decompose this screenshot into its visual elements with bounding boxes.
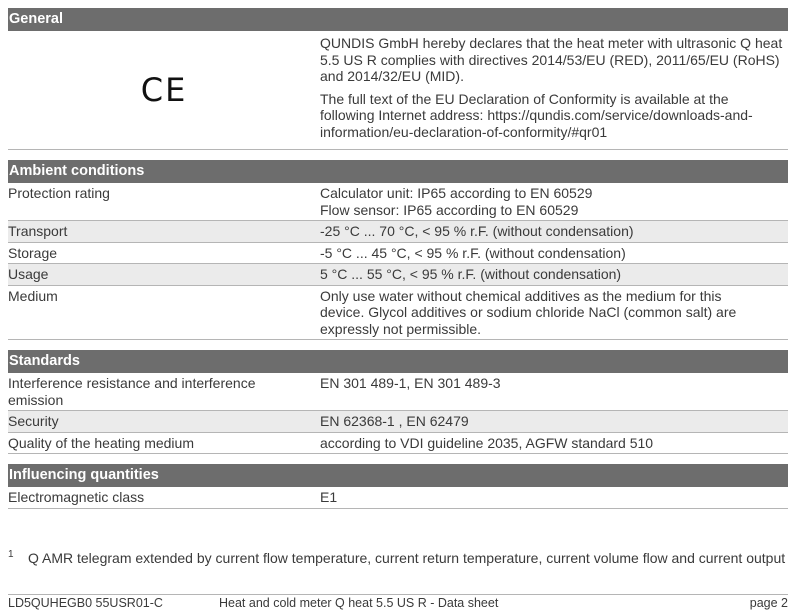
row-label: Security bbox=[8, 413, 59, 429]
row-label: Usage bbox=[8, 266, 49, 282]
row-value: -25 °C ... 70 °C, < 95 % r.F. (without condensation) bbox=[320, 223, 634, 239]
data-sheet bbox=[8, 8, 788, 509]
ce-row bbox=[8, 31, 788, 150]
row-value: Only use water without chemical additives as the medium for this device. Glycol additives or sodium chloride NaCl (common salt) are expressly not permissible. bbox=[320, 287, 737, 337]
footer-doc-code: LD5QUHEGB0 55USR01-C bbox=[8, 596, 163, 610]
declaration-text: QUNDIS GmbH hereby declares that the heat meter with ultrasonic Q heat 5.5 US R complies with directives 2014/53/EU (RED), 2011/65/EU (RoHS) and 2014/32/EU (MID). bbox=[320, 35, 783, 84]
ce-mark-icon: CE bbox=[140, 70, 188, 109]
footnote bbox=[8, 548, 788, 568]
row-label: Transport bbox=[8, 223, 68, 239]
table-row bbox=[8, 373, 788, 411]
row-label: Interference resistance and interference emission bbox=[8, 375, 256, 408]
row-value: -5 °C ... 45 °C, < 95 % r.F. (without condensation) bbox=[320, 244, 626, 261]
table-row bbox=[8, 264, 788, 286]
footnote-mark: 1 bbox=[8, 549, 14, 560]
section-header-standards: Standards bbox=[8, 350, 788, 373]
row-value-line: Calculator unit: IP65 according to EN 60529 bbox=[320, 185, 593, 201]
table-row bbox=[8, 221, 788, 243]
row-label: Electromagnetic class bbox=[8, 489, 145, 505]
row-value-line: Flow sensor: IP65 according to EN 60529 bbox=[320, 201, 579, 218]
row-label: Quality of the heating medium bbox=[8, 434, 194, 451]
row-label: Protection rating bbox=[8, 185, 110, 201]
table-row bbox=[8, 243, 788, 265]
row-value: 5 °C ... 55 °C, < 95 % r.F. (without condensation) bbox=[320, 266, 622, 282]
footer-page-number: page 2 bbox=[749, 596, 788, 610]
footer-title: Heat and cold meter Q heat 5.5 US R - Data sheet bbox=[219, 596, 499, 610]
table-row bbox=[8, 183, 788, 221]
table-row bbox=[8, 487, 788, 509]
ce-cell bbox=[8, 31, 320, 149]
table-row bbox=[8, 286, 788, 341]
declaration-cell bbox=[320, 31, 788, 149]
section-header-general: General bbox=[8, 8, 788, 31]
row-value: E1 bbox=[320, 489, 338, 505]
table-row bbox=[8, 411, 788, 433]
footnote-text: Q AMR telegram extended by current flow temperature, current return temperature, current volume flow and current output bbox=[28, 550, 786, 566]
row-label: Medium bbox=[8, 287, 58, 304]
page-footer bbox=[8, 594, 788, 611]
row-value bbox=[320, 183, 788, 220]
row-value: according to VDI guideline 2035, AGFW standard 510 bbox=[320, 434, 654, 451]
row-value: EN 62368-1 , EN 62479 bbox=[320, 413, 469, 429]
section-header-ambient: Ambient conditions bbox=[8, 160, 788, 183]
row-value: EN 301 489-1, EN 301 489-3 bbox=[320, 375, 501, 391]
full-text-link: The full text of the EU Declaration of Conformity is available at the following Internet address: https://qundis.com/service/downloads-and-information/eu-declaration-of-conformity/#qr01 bbox=[320, 90, 753, 140]
section-header-influencing: Influencing quantities bbox=[8, 464, 788, 487]
table-row bbox=[8, 433, 788, 455]
row-label: Storage bbox=[8, 244, 58, 261]
